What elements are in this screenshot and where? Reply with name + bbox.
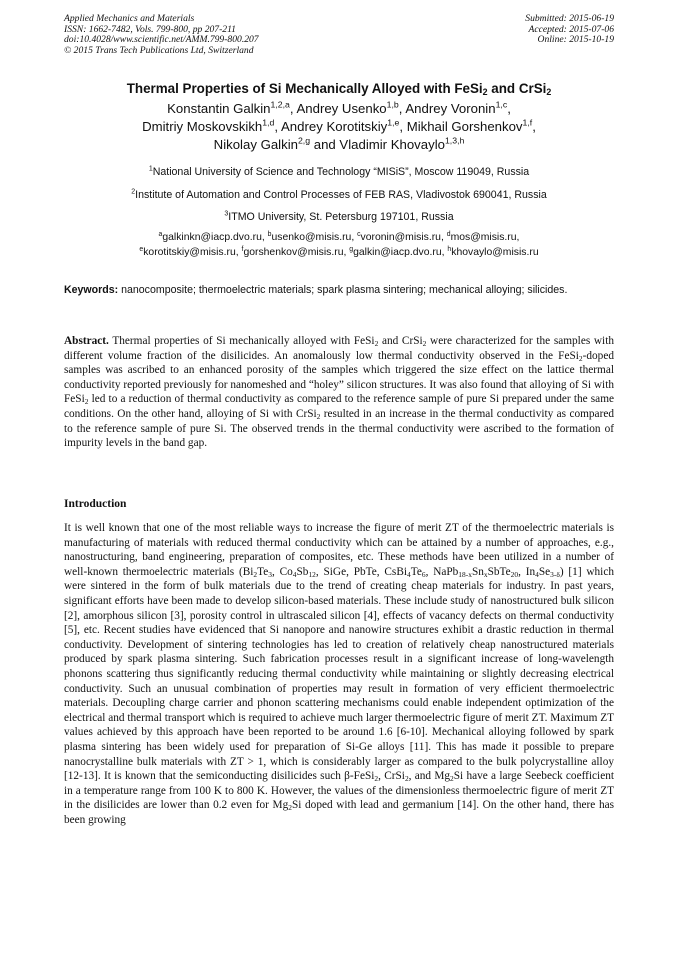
author-affil: 1,3,h	[444, 135, 465, 146]
subscript: 2	[422, 338, 427, 348]
subscript: 20	[510, 569, 519, 579]
online-date: Online: 2015-10-19	[537, 34, 614, 46]
abstract-label: Abstract.	[64, 335, 109, 347]
author-line: Nikolay Galkin$^{2,g}$ and Vladimir Khovaylo$^{1,3,h}$	[213, 135, 465, 152]
text-run: -doped samples was ascribed to an enhanced porosity of the samples which triggered the size effect on the lattice thermal conductivity reported previously for nanomeshed and “holey” silicon structures. It was also found that alloying of Si with FeSi	[64, 349, 614, 406]
text-run: ) [1] which were sintered in the form of bulk materials due to the trend of creating cheap materials for industry. In past years, significant efforts have been made to develop silicon-based materials. These include study of nanostructured bulk silicon [2], amorphous silicon [3], porosity control in ultrascaled silicon [4], effects of vacancy defects on thermal conductivity [5], etc. Recent studies have evidenced that Si nanopore and nanowire structures exhibit a drastic reduction in thermal conductivity. Development of sintering technologies has led to creation of relatively cheap nanostructured materials produced by spark plasma sintering. Such fabrication processes result in a significant increase of long-wavelength phonons scattering thus significantly reducing thermal conductivity while maintaining or slightly decreasing electrical conductivity. Such an unusual combination of properties may result in formation of very efficient thermoelectric materials. Decoupling charge carrier and phonon scattering mechanisms could enable independent optimization of the electrical and thermal transport which is required to achieve much larger thermoelectric figure of merit ZT. Maximum ZT values achieved by this approach have been reported to be around 1.6 [6-10]. Mechanical alloying followed by spark plasma sintering has been widely used for preparation of Si-Ge alloys [11]. This has made it possible to prepare nanocrystalline bulk materials with ZT > 1, which is considerably larger as compared to the bulk polycrystalline alloy [12-13]. It is known that the semiconducting disilicides such β-FeSi	[64, 565, 614, 783]
text-run: , In	[518, 565, 536, 578]
accepted-date: Accepted: 2015-07-06	[528, 23, 614, 35]
abstract	[64, 334, 614, 451]
text-run: Se	[538, 565, 551, 578]
text-run: Si doped with lead and germanium [14]. On the other hand, there has been growing	[64, 799, 615, 826]
affiliation-3: $^3$ITMO University, St. Petersburg 197101, Russia	[224, 210, 454, 223]
introduction-paragraph	[64, 521, 614, 827]
subscript: 12	[308, 569, 316, 579]
text-run: Te	[410, 565, 422, 578]
journal-issn: ISSN: 1662-7482, Vols. 799-800, pp 207-211	[64, 23, 236, 35]
paper-title: Thermal Properties of Si Mechanically Alloyed with FeSi$_2$ and CrSi$_2$	[126, 81, 552, 98]
author-affil: 1,2,a	[270, 99, 290, 110]
author-name: Andrey Korotitskiy	[281, 119, 388, 134]
author-affil: 1,e	[387, 117, 400, 128]
subscript: 2	[316, 411, 321, 421]
author-affil: 1,b	[386, 99, 399, 110]
text-run: Sb	[296, 565, 309, 578]
subscript: 2	[450, 773, 454, 783]
author-list	[40, 100, 638, 154]
text-run: were characterized for the samples with different volume fraction of the disilicides. An anomalously low thermal conductivity observed in the FeSi	[64, 335, 614, 362]
keywords	[64, 283, 614, 298]
text-run: Thermal properties of Si mechanically alloyed with FeSi	[108, 335, 375, 347]
text-run: and CrSi	[378, 335, 423, 347]
author-name: Vladimir Khovaylo	[339, 137, 445, 152]
email-link[interactable]: usenko@misis.ru	[271, 232, 352, 243]
submitted-date: Submitted: 2015-06-19	[525, 13, 614, 24]
affiliation-2: $^2$Institute of Automation and Control Processes of FEB RAS, Vladivostok 690041, Russia	[131, 188, 547, 201]
subscript: 2	[288, 803, 292, 813]
author-name: Nikolay Galkin	[213, 137, 298, 152]
journal-copyright: © 2015 Trans Tech Publications Ltd, Switzerland	[64, 44, 254, 56]
author-affil: 1,f	[522, 117, 533, 128]
text-run: SbTe	[487, 565, 511, 578]
email-line: $^e$korotitskiy@misis.ru, $^f$gorshenkov@misis.ru, $^g$galkin@iacp.dvo.ru, $^h$khovaylo@misis.ru	[139, 245, 539, 258]
email-link[interactable]: voronin@misis.ru	[360, 232, 441, 243]
subscript: 4	[407, 569, 411, 579]
text-run: It is well known that one of the most reliable ways to increase the figure of merit ZT of the thermoelectric materials is manufacturing of materials with reduced thermal conductivity which can be attained by a number of approaches, e.g., nanostructuring, band engineering, preparation of composites, etc. These methods have been utilized in a number of well-known thermoelectric materials (Bi	[64, 522, 614, 578]
email-list	[40, 231, 638, 260]
journal-header	[64, 14, 259, 56]
text-run: Si have a large Seebeck coefficient in a temperature range from 100 K to 800 K. However, the values of the dimensionless thermoelectric figure of merit ZT in the disilicides are lower than 0.2 even for Mg	[64, 770, 614, 812]
subscript: 18-x	[458, 569, 472, 579]
section-heading-introduction: Introduction	[64, 498, 127, 510]
author-name: Mikhail Gorshenkov	[406, 119, 523, 134]
subscript: 3	[268, 569, 272, 579]
subscript: 4	[292, 569, 297, 579]
author-name: Andrey Usenko	[296, 101, 387, 116]
text-run: , NaPb	[425, 565, 459, 578]
email-link[interactable]: korotitskiy@misis.ru	[143, 246, 236, 258]
text-run: , CrSi	[378, 770, 405, 783]
subscript: 3-δ	[550, 569, 560, 579]
author-affil: 2,g	[297, 135, 311, 146]
introduction-body	[64, 521, 614, 827]
subscript: 2	[578, 353, 583, 363]
submission-dates	[525, 14, 614, 46]
keywords-label: Keywords:	[64, 284, 119, 296]
email-line: $^a$galkinkn@iacp.dvo.ru, $^b$usenko@misis.ru, $^c$voronin@misis.ru, $^d$mos@misis.ru,	[158, 230, 520, 243]
text-run: , and Mg	[408, 770, 451, 783]
journal-doi: doi:10.4028/www.scientific.net/AMM.799-800.207	[64, 34, 259, 46]
subscript: 2	[374, 338, 379, 348]
affiliation-1: $^1$National University of Science and Technology “MISiS”, Moscow 119049, Russia	[148, 165, 530, 178]
email-link[interactable]: gorshenkov@misis.ru	[243, 246, 344, 258]
subscript: 2	[84, 397, 89, 407]
abstract-text	[64, 335, 614, 449]
author-line: Konstantin Galkin$^{1,2,a}$, Andrey Usenko$^{1,b}$, Andrey Voronin$^{1,c}$,	[167, 99, 511, 116]
author-affil: 1,c	[495, 99, 508, 110]
subscript: 2	[253, 569, 258, 579]
subscript: 6	[421, 569, 426, 579]
subscript: 2	[374, 773, 379, 783]
author-affil: 1,d	[262, 117, 275, 128]
text-run: led to a reduction of thermal conductivity as compared to the reference sample of pure Si prepared under the same conditions. On the other hand, alloying of Si with CrSi	[64, 393, 614, 420]
text-run: resulted in an increase in the thermal conductivity as compared to the reference sample of pure Si. The observed trends in the thermal conductivity were ascribed to the formation of impurity levels in the band gap.	[64, 407, 614, 450]
abstract-paragraph	[64, 334, 614, 451]
email-link[interactable]: mos@misis.ru	[450, 232, 517, 243]
author-name: Konstantin Galkin	[167, 101, 271, 116]
author-name: Andrey Voronin	[405, 101, 496, 116]
text-run: , SiGe, PbTe, CsBi	[315, 565, 407, 578]
author-line: Dmitriy Moskovskikh$^{1,d}$, Andrey Korotitskiy$^{1,e}$, Mikhail Gorshenkov$^{1,f}$,	[142, 117, 536, 134]
text-run: Te	[257, 565, 269, 578]
email-link[interactable]: galkinkn@iacp.dvo.ru	[162, 232, 262, 243]
author-name: Dmitriy Moskovskikh	[142, 119, 263, 134]
keywords-text: nanocomposite; thermoelectric materials; spark plasma sintering; mechanical alloying; silicides.	[118, 284, 568, 296]
text-run: Sn	[471, 565, 484, 578]
text-run: , Co	[271, 565, 293, 578]
subscript: 2	[404, 773, 409, 783]
email-link[interactable]: khovaylo@misis.ru	[451, 246, 539, 258]
subscript: x	[483, 569, 488, 579]
subscript: 4	[535, 569, 539, 579]
email-link[interactable]: galkin@iacp.dvo.ru	[353, 246, 442, 258]
journal-name: Applied Mechanics and Materials	[64, 13, 195, 24]
